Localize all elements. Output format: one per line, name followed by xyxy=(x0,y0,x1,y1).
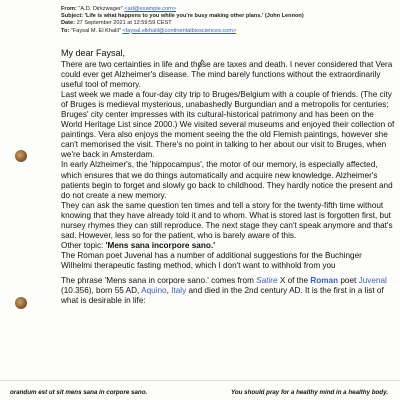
satire-link[interactable]: Satire xyxy=(256,275,278,285)
to-label: To: xyxy=(61,27,70,34)
juvenal-link[interactable]: Juvenal xyxy=(358,275,387,285)
from-label: From: xyxy=(61,6,77,12)
header-from-row xyxy=(61,6,396,13)
paragraph-certainties: There are two certainties in life and those are taxes and death. I never considered that Vera could ever get Alzheimer's disease. The mind barely functions without the extraordinarily useful tool of memory. xyxy=(61,60,393,90)
origin-text-b: X of the xyxy=(277,275,311,285)
origin-text-d: (10.356), born 55 AD, xyxy=(61,286,142,296)
english-quote: You should pray for a healthy mind in a healthy body. xyxy=(231,389,388,396)
origin-text-e: , xyxy=(166,286,172,296)
other-topic-label: Other topic: xyxy=(61,240,106,250)
from-email-link[interactable]: <ad@example.com> xyxy=(124,6,177,12)
paragraph-juvenal: The Roman poet Juvenal has a number of additional suggestions for the Buchinger Wilhelmi therapeutic fasting method, which I don't want to withhold from you xyxy=(61,250,362,270)
header-to-row xyxy=(61,28,396,35)
header-date-row xyxy=(61,20,396,27)
other-topic-phrase: 'Mens sana incorpore sano.' xyxy=(105,240,216,250)
paragraph-hippocampus: In early Alzheimer's, the 'hippocampus', the motor of our memory, is especially affected, which ensures that we do things automatically and acquire new knowledge. Alzheimer's patients begin to forget and slowly go back to childhood. They hardly notice the present and do not create a new memory. xyxy=(61,160,393,200)
latin-quote: orandum est ut sit mens sana in corpore sano. xyxy=(10,389,148,396)
quote-footer xyxy=(0,380,400,400)
paragraph-other-topic xyxy=(61,241,395,251)
subject-text: 'Life is what happens to you while you're busy making other plans.' (John Lennon) xyxy=(84,13,304,20)
paragraph-questions: They can ask the same question ten times and tell a story for the twenty-fifth time without knowing that they have already told it and to whom. What is stored last is forgotten first, but nursey rhymes they can still reproduce. The next stage they can't speak anymore and that's sad. However, less so for the patient, who is barely aware of this. xyxy=(61,200,393,240)
date-text: 27 September 2021 at 12:59:59 CEST xyxy=(76,20,172,27)
letter-body xyxy=(61,48,395,306)
origin-text-a: The phrase 'Mens sana in corpore sano.' comes from xyxy=(61,275,257,285)
origin-text-c: poet xyxy=(338,275,359,285)
origin-text-f: and died in the 2nd century AD. It is the first in a list of what is desirable in life: xyxy=(61,286,384,306)
paragraph-phrase-origin xyxy=(61,276,395,306)
punch-hole-bottom xyxy=(15,297,27,309)
paragraph-bruges: Last week we made a four-day city trip to Bruges/Belgium with a couple of friends. (The city of Bruges is medieval mysterious, unabashedly Burgundian and a metropolis for centuries; Bruges' city center impresses with its cultural-historical patrimony and has been on the World Heritage List since 2000.) We visited several museums and enjoyed their collection of paintings. Vera also enjoys the moment seeing the the old Flemish paintings, however she can't memorised the visit. There's no point in talking to her about our visit to Bruges, when we're back in Amsterdam. xyxy=(61,90,395,160)
punch-hole-top xyxy=(15,150,27,162)
aquino-link[interactable]: Aquino xyxy=(141,286,167,296)
to-name: "Faysal M. El Khalil" xyxy=(70,27,121,34)
subject-label: Subject: xyxy=(61,13,84,20)
italy-link[interactable]: Italy xyxy=(171,286,187,296)
roman-link[interactable]: Roman xyxy=(310,275,339,285)
date-label: Date: xyxy=(61,20,75,27)
email-header xyxy=(61,6,396,35)
to-email-link[interactable]: <faysal.elkhalil@continentalbiosciences.com> xyxy=(122,27,237,34)
header-subject-row xyxy=(61,13,396,20)
letter-greeting: My dear Faysal, xyxy=(61,48,126,58)
from-name: "A.D. Dirkzwager" xyxy=(78,6,123,12)
